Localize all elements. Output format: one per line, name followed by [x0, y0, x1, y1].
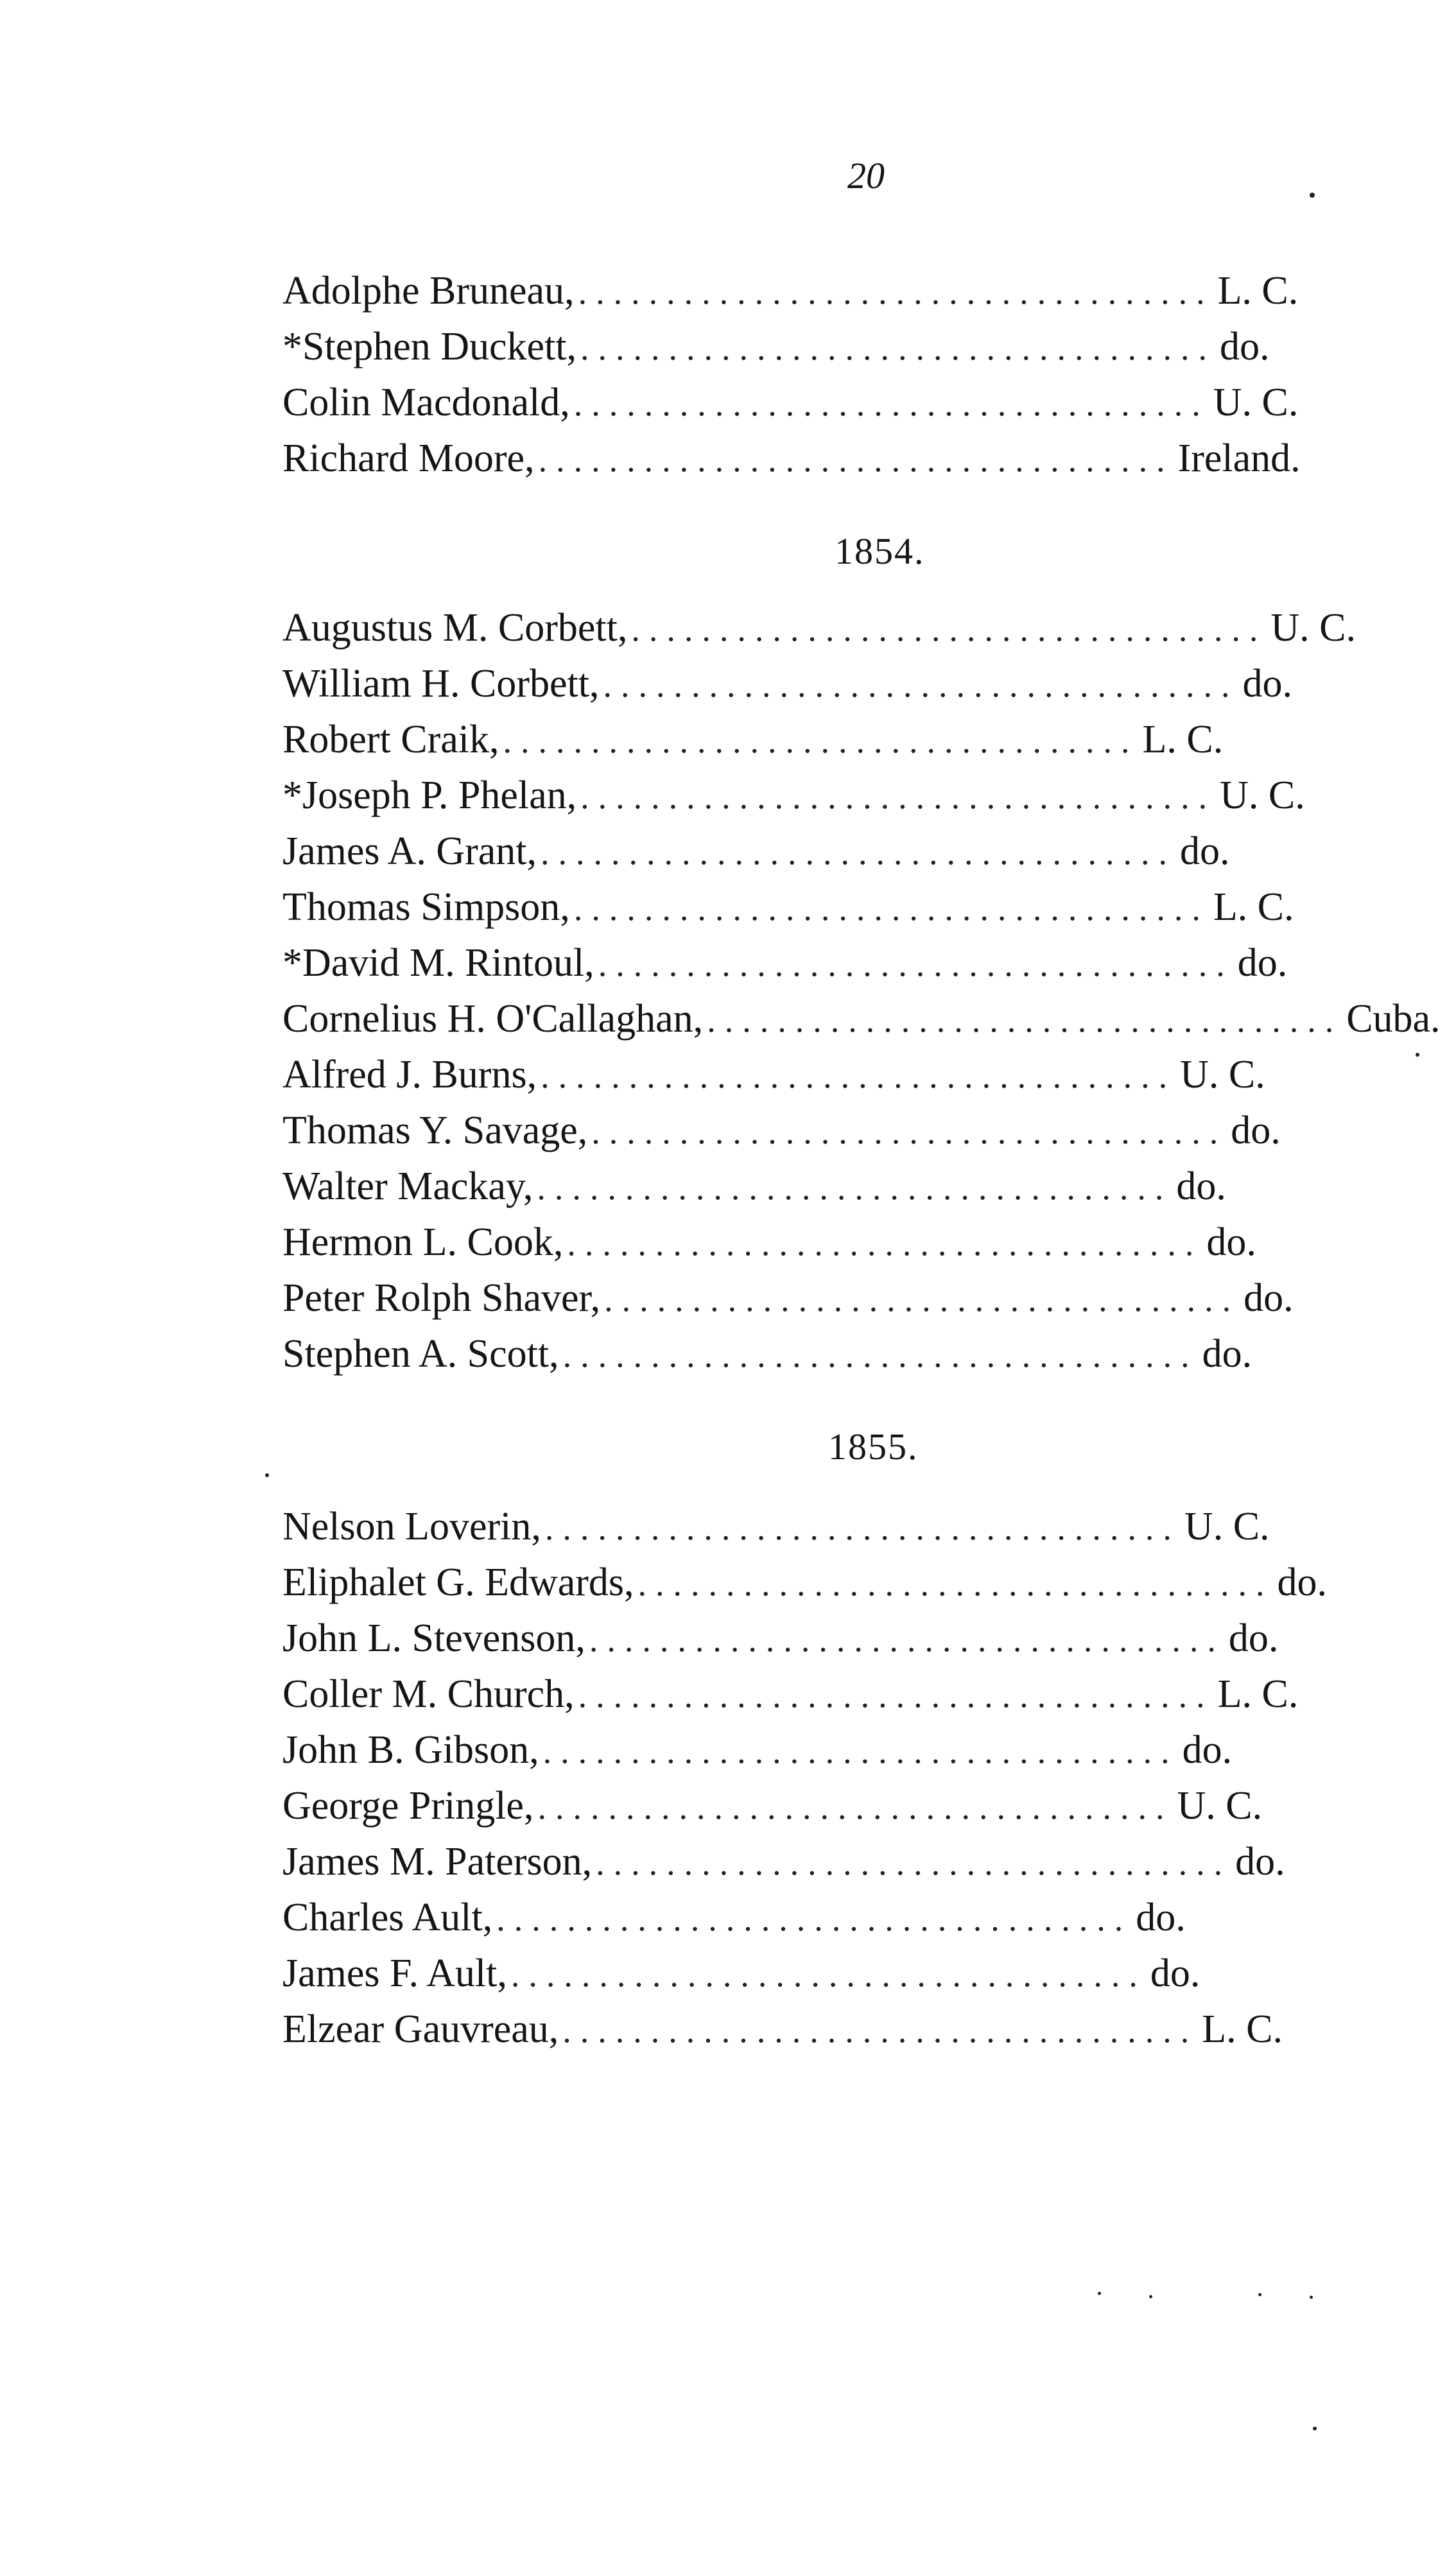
list-item: [282, 375, 1299, 431]
dot-leader: ....................................: [589, 1620, 1225, 1659]
place-of-origin: do.: [1235, 1840, 1285, 1884]
dot-leader: ....................................: [603, 666, 1239, 704]
list-item: [282, 1326, 1252, 1382]
print-speck: [1310, 2296, 1313, 2299]
list-item: [282, 1946, 1200, 2002]
dot-leader: ....................................: [510, 1955, 1147, 1994]
list-item: [282, 824, 1230, 879]
dot-leader: ....................................: [573, 385, 1209, 423]
list-item: [282, 935, 1288, 991]
dot-leader: ....................................: [573, 889, 1209, 928]
person-name: Walter Mackay,: [282, 1165, 533, 1208]
entry-list: [282, 1499, 1328, 2057]
list-item: [282, 656, 1292, 712]
list-item: [282, 263, 1299, 319]
place-of-origin: do.: [1202, 1332, 1252, 1376]
print-speck: [1258, 2293, 1261, 2296]
person-name: Cornelius H. O'Callaghan,: [282, 997, 704, 1041]
list-item: [282, 1890, 1186, 1946]
place-of-origin: do.: [1206, 1220, 1256, 1264]
print-speck: [1098, 2292, 1101, 2295]
dot-leader: ....................................: [598, 945, 1234, 983]
place-of-origin: U. C.: [1220, 774, 1305, 817]
place-of-origin: do.: [1182, 1728, 1233, 1772]
list-item: [282, 1215, 1256, 1270]
person-name: Nelson Loverin,: [282, 1505, 541, 1548]
list-item: [282, 1159, 1226, 1215]
list-item: [282, 712, 1224, 768]
place-of-origin: L. C.: [1202, 2007, 1283, 2051]
dot-leader: ....................................: [596, 1844, 1232, 1882]
dot-leader: ....................................: [591, 1113, 1227, 1151]
place-of-origin: U. C.: [1184, 1505, 1270, 1548]
print-speck: [1416, 1053, 1419, 1057]
person-name: William H. Corbett,: [282, 662, 600, 706]
list-item: [282, 319, 1270, 375]
person-name: Thomas Y. Savage,: [282, 1109, 588, 1152]
dot-leader: ....................................: [538, 440, 1174, 479]
dot-leader: ....................................: [562, 2011, 1199, 2050]
place-of-origin: L. C.: [1213, 885, 1294, 929]
person-name: James A. Grant,: [282, 829, 537, 873]
person-name: Augustus M. Corbett,: [282, 606, 628, 650]
page-number: 20: [847, 155, 885, 196]
dot-leader: ....................................: [496, 1900, 1132, 1938]
person-name: Eliphalet G. Edwards,: [282, 1561, 634, 1604]
dot-leader: ....................................: [707, 1001, 1343, 1039]
list-item: [282, 1834, 1285, 1890]
place-of-origin: do.: [1136, 1896, 1186, 1939]
list-item: [282, 600, 1356, 656]
dot-leader: ....................................: [567, 1224, 1203, 1263]
place-of-origin: do.: [1231, 1109, 1281, 1152]
place-of-origin: Ireland.: [1177, 437, 1301, 480]
dot-leader: ....................................: [541, 833, 1177, 872]
place-of-origin: do.: [1277, 1561, 1328, 1604]
place-of-origin: do.: [1176, 1165, 1226, 1208]
person-name: Alfred J. Burns,: [282, 1053, 537, 1096]
person-name: Hermon L. Cook,: [282, 1220, 564, 1264]
place-of-origin: U. C.: [1213, 381, 1299, 424]
list-item: [282, 1722, 1233, 1778]
dot-leader: ....................................: [503, 722, 1139, 760]
place-of-origin: do.: [1150, 1952, 1200, 1995]
list-item: [282, 1611, 1279, 1667]
person-name: James M. Paterson,: [282, 1840, 593, 1884]
person-name: Elzear Gauvreau,: [282, 2007, 559, 2051]
place-of-origin: do.: [1237, 941, 1288, 985]
list-item: [282, 1047, 1265, 1103]
year-heading: 1854.: [835, 530, 925, 572]
dot-leader: ....................................: [544, 1509, 1181, 1547]
place-of-origin: L. C.: [1217, 269, 1299, 313]
person-name: Coller M. Church,: [282, 1672, 575, 1716]
list-item: [282, 2002, 1283, 2057]
place-of-origin: L. C.: [1217, 1672, 1299, 1716]
place-of-origin: do.: [1242, 662, 1292, 706]
person-name: Peter Rolph Shaver,: [282, 1276, 601, 1320]
print-speck: [1313, 2427, 1317, 2430]
print-speck: [1149, 2295, 1152, 2298]
year-heading: 1855.: [828, 1426, 919, 1468]
dot-leader: ....................................: [537, 1168, 1173, 1207]
person-name: James F. Ault,: [282, 1952, 507, 1995]
list-item: [282, 1667, 1299, 1722]
place-of-origin: U. C.: [1177, 1784, 1263, 1828]
dot-leader: ....................................: [580, 329, 1217, 367]
entry-list: [282, 600, 1441, 1382]
person-name: Charles Ault,: [282, 1896, 493, 1939]
list-item: [282, 1103, 1281, 1159]
dot-leader: ....................................: [604, 1280, 1240, 1319]
dot-leader: ....................................: [537, 1788, 1174, 1826]
person-name: Robert Craik,: [282, 718, 499, 761]
person-name: *Stephen Duckett,: [282, 325, 577, 368]
place-of-origin: L. C.: [1142, 718, 1224, 761]
list-item: [282, 1555, 1328, 1611]
place-of-origin: U. C.: [1270, 606, 1356, 650]
person-name: *Joseph P. Phelan,: [282, 774, 577, 817]
person-name: Richard Moore,: [282, 437, 535, 480]
person-name: Colin Macdonald,: [282, 381, 570, 424]
person-name: John L. Stevenson,: [282, 1616, 585, 1660]
list-item: [282, 431, 1301, 487]
person-name: Thomas Simpson,: [282, 885, 570, 929]
list-item: [282, 1778, 1263, 1834]
dot-leader: ....................................: [580, 777, 1217, 816]
person-name: John B. Gibson,: [282, 1728, 539, 1772]
place-of-origin: U. C.: [1180, 1053, 1265, 1096]
entry-list: [282, 263, 1301, 487]
person-name: George Pringle,: [282, 1784, 534, 1828]
list-item: [282, 879, 1294, 935]
place-of-origin: do.: [1180, 829, 1230, 873]
person-name: *David M. Rintoul,: [282, 941, 594, 985]
list-item: [282, 1270, 1294, 1326]
place-of-origin: do.: [1228, 1616, 1279, 1660]
list-item: [282, 1499, 1270, 1555]
dot-leader: ....................................: [542, 1732, 1179, 1771]
place-of-origin: do.: [1244, 1276, 1294, 1320]
dot-leader: ....................................: [541, 1057, 1177, 1095]
print-speck: [1310, 193, 1315, 198]
person-name: Adolphe Bruneau,: [282, 269, 575, 313]
list-item: [282, 768, 1305, 824]
place-of-origin: do.: [1220, 325, 1270, 368]
dot-leader: ....................................: [631, 610, 1267, 648]
dot-leader: ....................................: [578, 273, 1214, 311]
dot-leader: ....................................: [637, 1564, 1274, 1603]
list-item: [282, 991, 1441, 1047]
place-of-origin: Cuba.: [1346, 997, 1441, 1041]
print-speck: [265, 1473, 269, 1477]
dot-leader: ....................................: [578, 1676, 1214, 1715]
person-name: Stephen A. Scott,: [282, 1332, 559, 1376]
dot-leader: ....................................: [562, 1336, 1199, 1374]
